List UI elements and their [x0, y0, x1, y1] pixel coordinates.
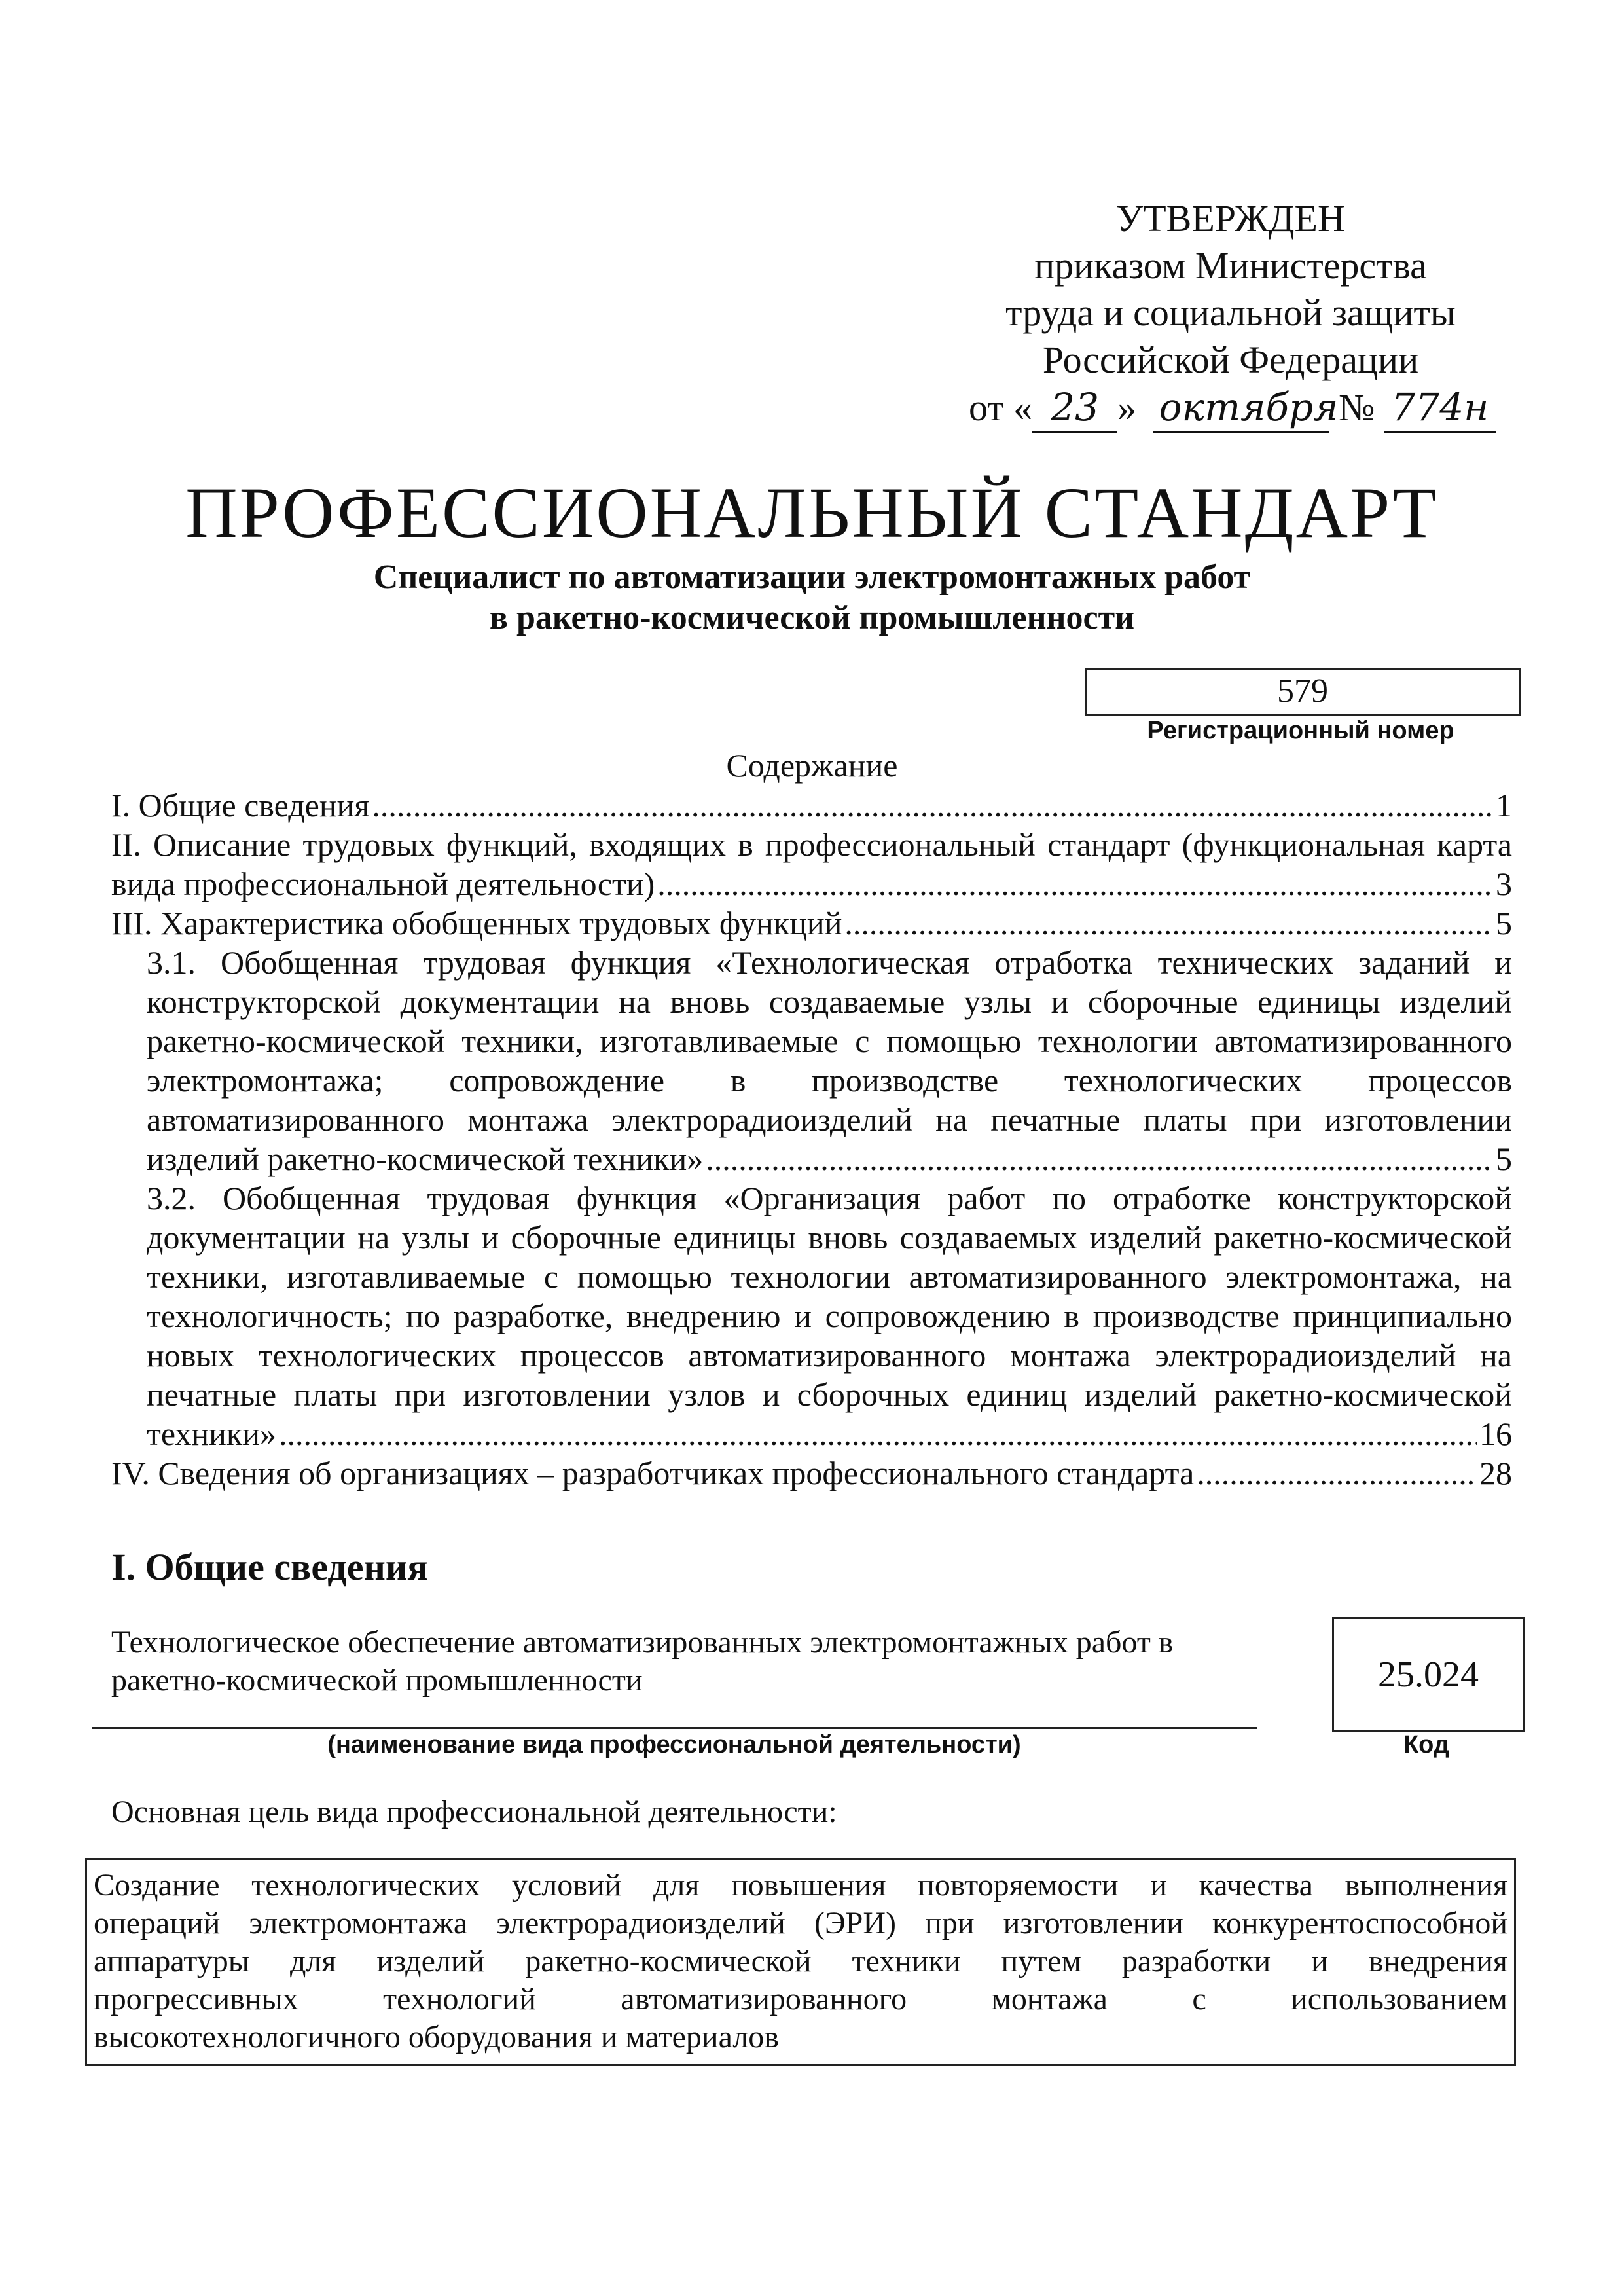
activity-caption: (наименование вида профессиональной деятельности) — [327, 1731, 1021, 1758]
table-of-contents — [111, 786, 1512, 1493]
toc-item-4-page: 28 — [1479, 1455, 1512, 1491]
activity-name — [111, 1624, 1263, 1700]
toc-item-2[interactable] — [111, 825, 1512, 903]
toc-item-3-2-line: технологичность; по разработке, внедрению и сопровождению в производстве принципиально — [147, 1298, 1512, 1334]
toc-leader — [372, 786, 1493, 825]
registration-number-label: Регистрационный номер — [1147, 717, 1454, 744]
toc-item-1[interactable] — [111, 786, 1512, 825]
goal-line: операций электромонтажа электрорадиоизделий (ЭРИ) при изготовлении конкурентоспособной — [94, 1906, 1507, 1941]
toc-item-1-text: I. Общие сведения — [111, 787, 370, 824]
document-subtitle-line-2: в ракетно-космической промышленности — [489, 599, 1135, 636]
approval-date-line — [969, 384, 1492, 433]
toc-item-2-line-2: вида профессиональной деятельности) — [111, 866, 655, 902]
toc-item-3-text: III. Характеристика обобщенных трудовых функций — [111, 905, 842, 941]
approval-line-2: труда и социальной защиты — [1005, 291, 1456, 334]
goal-label: Основная цель вида профессиональной деятельности: — [111, 1795, 837, 1829]
toc-item-3-2-line: печатные платы при изготовлении узлов и сборочных единиц изделий ракетно-космической — [147, 1376, 1512, 1413]
toc-item-3-2-line: техники, изготавливаемые с помощью технологии автоматизированного электромонтажа, на — [147, 1258, 1512, 1295]
toc-leader — [279, 1414, 1477, 1453]
toc-item-3-1-line: автоматизированного монтажа электрорадиоизделий на печатные платы при изготовлении — [147, 1101, 1512, 1138]
toc-item-3-2-page: 16 — [1479, 1415, 1512, 1452]
toc-item-1-page: 1 — [1496, 787, 1512, 824]
toc-item-4-text: IV. Сведения об организациях – разработчиках профессионального стандарта — [111, 1455, 1195, 1491]
toc-leader — [844, 903, 1493, 943]
toc-item-3[interactable] — [111, 903, 1512, 943]
goal-last-line: высокотехнологичного оборудования и материалов — [94, 2020, 779, 2054]
toc-item-3-1-line: конструкторской документации на вновь создаваемые узлы и сборочные единицы изделий — [147, 983, 1512, 1020]
toc-item-3-2-line: документации на узлы и сборочные единицы вновь создаваемых изделий ракетно-космической — [147, 1219, 1512, 1256]
toc-item-3-1-line: электромонтажа; сопровождение в производстве технологических процессов — [147, 1062, 1512, 1099]
toc-item-3-1[interactable] — [111, 943, 1512, 1178]
document-subtitle-line-1: Специалист по автоматизации электромонтажных работ — [373, 558, 1251, 596]
toc-item-3-2-last-line: техники» — [147, 1415, 276, 1452]
goal-box — [85, 1858, 1516, 2066]
toc-item-3-2[interactable] — [111, 1178, 1512, 1453]
toc-item-3-1-line: ракетно-космической техники, изготавливаемые с помощью технологии автоматизированного — [147, 1023, 1512, 1059]
approval-heading: УТВЕРЖДЕН — [1116, 197, 1345, 240]
toc-item-4[interactable] — [111, 1453, 1512, 1493]
document-title: ПРОФЕССИОНАЛЬНЫЙ СТАНДАРТ — [185, 473, 1439, 553]
section-1-heading: I. Общие сведения — [111, 1546, 428, 1588]
order-month: октября — [1153, 384, 1329, 433]
toc-item-3-1-line: 3.1. Обобщенная трудовая функция «Технологическая отработка технических заданий и — [147, 944, 1512, 981]
toc-item-3-2-line: новых технологических процессов автоматизированного монтажа электрорадиоизделий на — [147, 1337, 1512, 1374]
order-day: 23 — [1032, 384, 1117, 433]
date-prefix: от « — [969, 386, 1033, 429]
activity-name-line-2: ракетно-космической промышленности — [111, 1663, 643, 1698]
toc-item-3-1-page: 5 — [1496, 1140, 1512, 1177]
toc-item-2-line-1: II. Описание трудовых функций, входящих в профессиональный стандарт (функциональная карта — [111, 826, 1512, 863]
date-mid: » — [1117, 386, 1137, 429]
contents-heading: Содержание — [726, 747, 898, 784]
activity-name-line-1: Технологическое обеспечение автоматизированных электромонтажных работ в — [111, 1625, 1174, 1660]
goal-line: Создание технологических условий для повышения повторяемости и качества выполнения — [94, 1868, 1507, 1903]
activity-underline — [92, 1727, 1257, 1729]
toc-leader — [1197, 1453, 1477, 1493]
goal-line: аппаратуры для изделий ракетно-космической техники путем разработки и внедрения — [94, 1944, 1507, 1978]
approval-line-1: приказом Министерства — [1034, 244, 1427, 287]
approval-block — [969, 195, 1492, 433]
toc-item-3-1-last-line: изделий ракетно-космической техники» — [147, 1140, 704, 1177]
toc-item-3-page: 5 — [1496, 905, 1512, 941]
number-prefix: № — [1339, 386, 1375, 429]
toc-item-3-2-line: 3.2. Обобщенная трудовая функция «Организация работ по отработке конструкторской — [147, 1180, 1512, 1216]
activity-code-box: 25.024 — [1332, 1617, 1525, 1732]
toc-item-2-page: 3 — [1496, 866, 1512, 902]
order-number: 774н — [1384, 384, 1496, 433]
toc-leader — [657, 864, 1493, 903]
approval-line-3: Российской Федерации — [1042, 338, 1419, 381]
toc-leader — [706, 1139, 1493, 1178]
goal-line: прогрессивных технологий автоматизированного монтажа с использованием — [94, 1982, 1507, 2016]
activity-code-caption: Код — [1403, 1731, 1450, 1758]
registration-number-box: 579 — [1085, 668, 1521, 716]
